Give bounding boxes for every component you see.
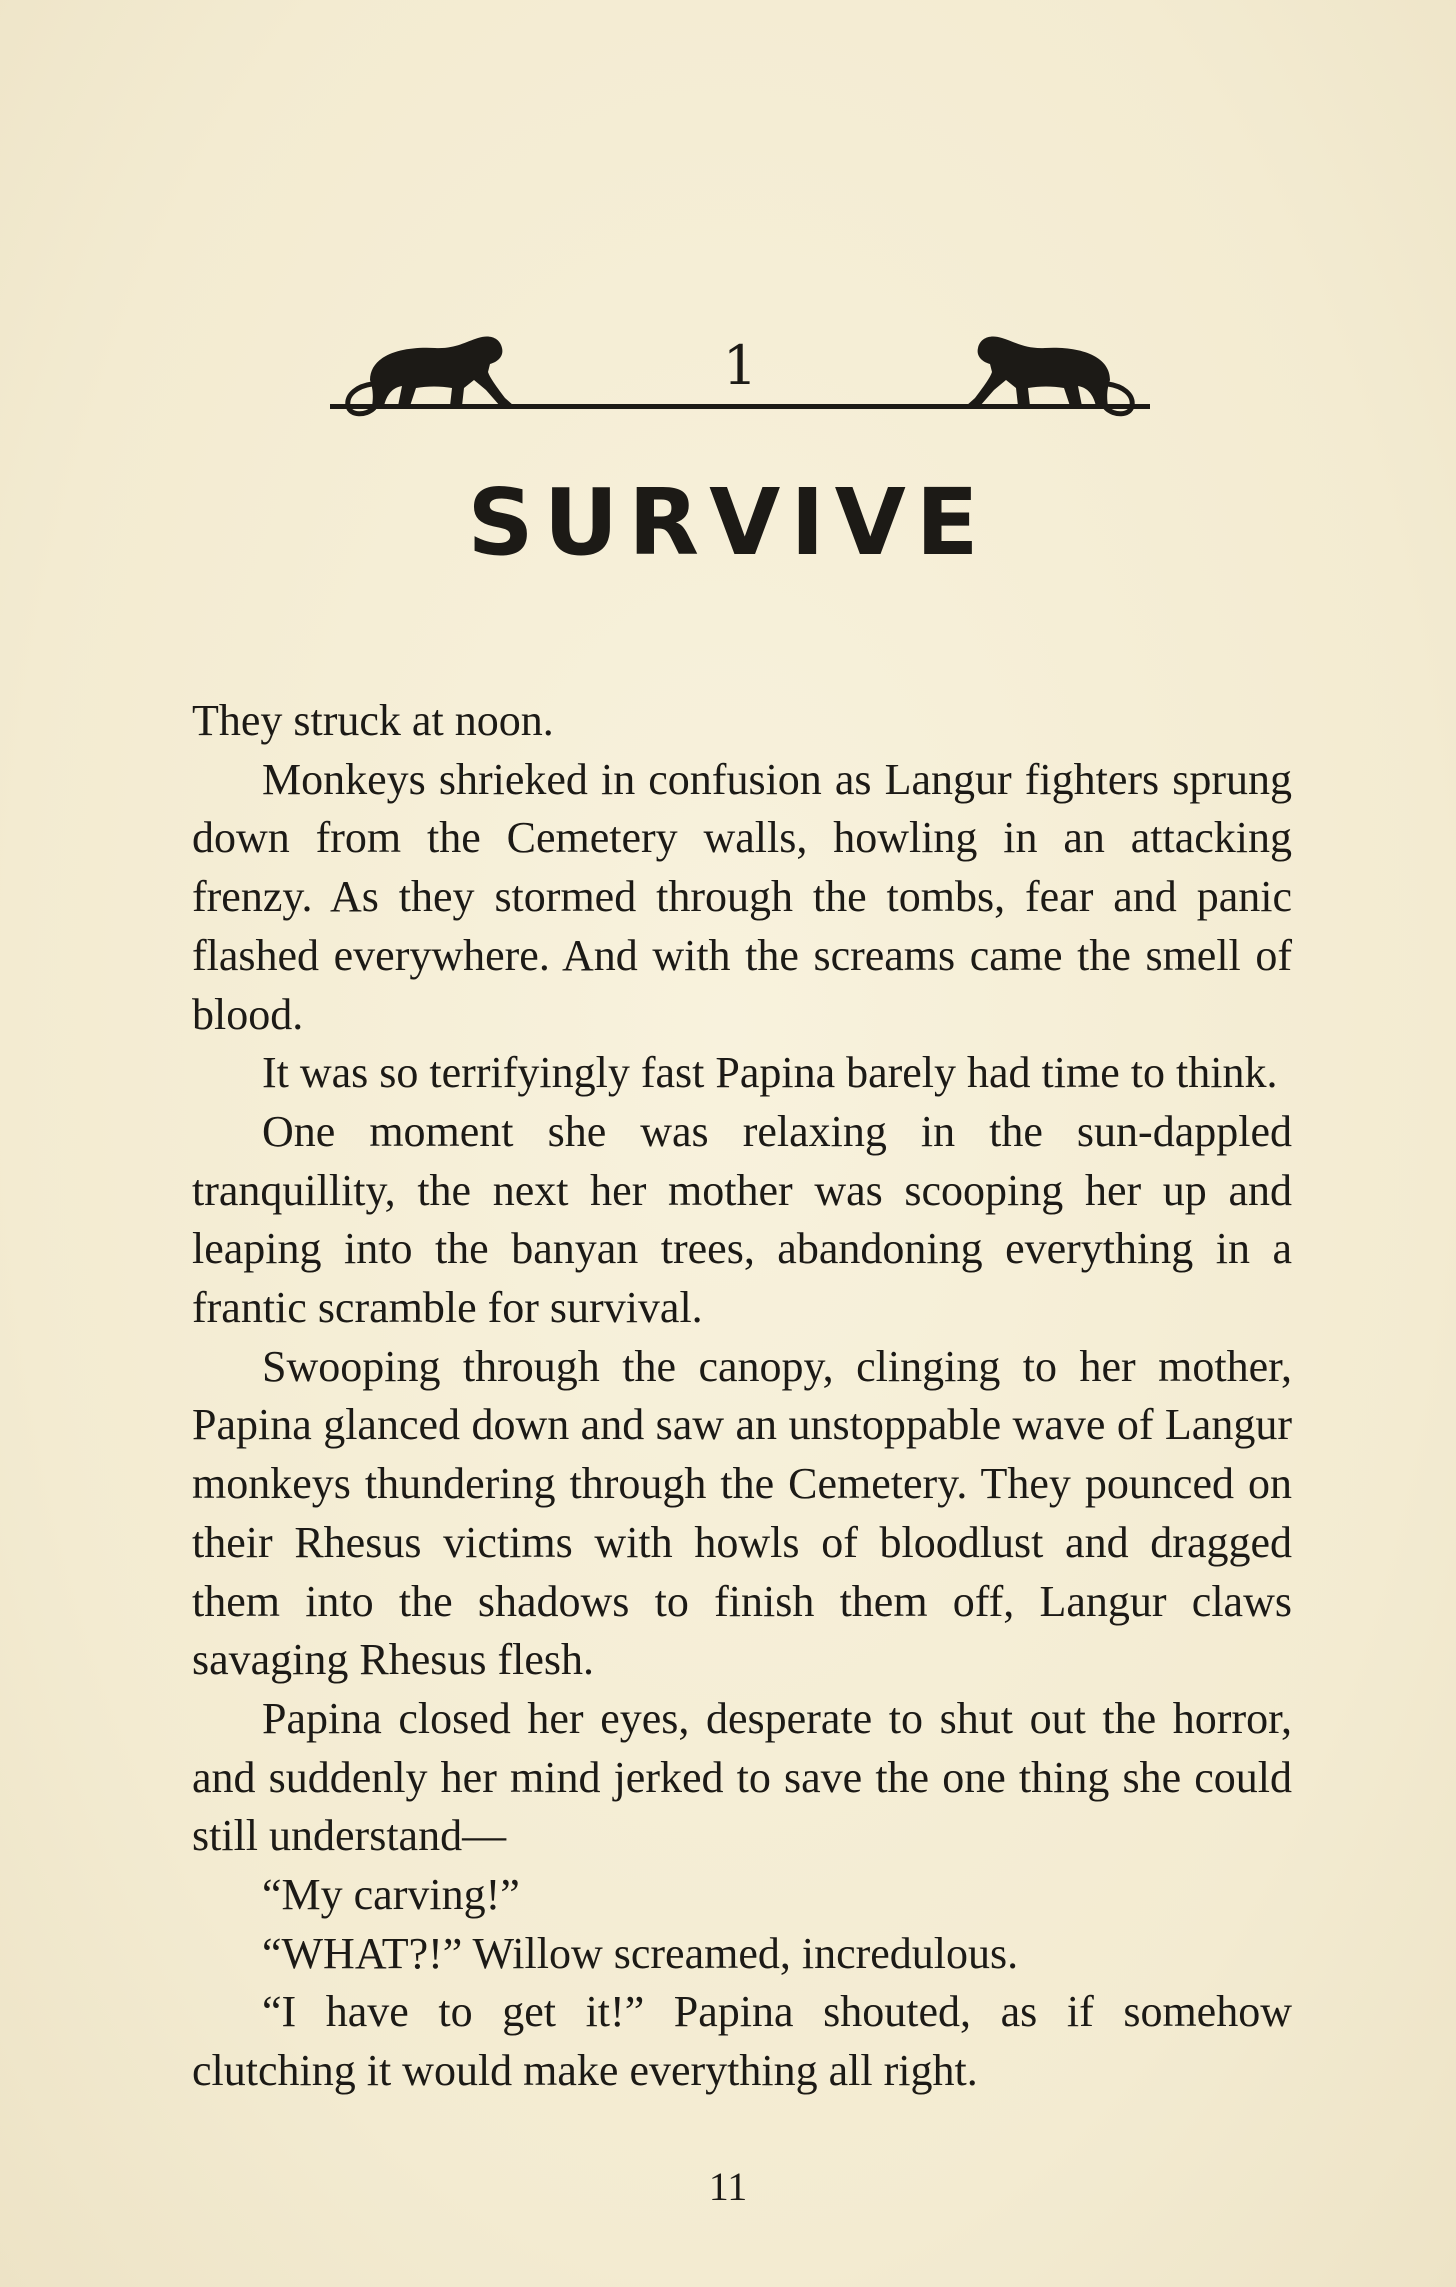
paragraph: One moment she was relaxing in the sun-dappled tranquillity, the next her mother was scooping her up and leaping into the banyan trees, abandoning everything in a frantic scramble for survival. — [192, 1106, 1292, 1333]
page-number: 11 — [708, 2164, 748, 2209]
paragraph: “I have to get it!” Papina shouted, as if somehow clutching it would make everything all right. — [192, 1987, 1292, 2096]
chapter-number: 1 — [722, 334, 758, 397]
paragraph: It was so terrifyingly fast Papina barely had time to think. — [262, 1048, 1278, 1098]
chapter-header — [325, 318, 1155, 438]
paragraph: Swooping through the canopy, clinging to her mother, Papina glanced down and saw an unstoppable wave of Langur monkeys thundering through the Cemetery. They pounced on their Rhesus victims with howls of bloodlust and dragged them into the shadows to finish them off, Langur claws savaging Rhesus flesh. — [192, 1341, 1292, 1685]
paragraph: Monkeys shrieked in confusion as Langur fighters sprung down from the Cemetery walls, howling in an attacking frenzy. As they stormed through the tombs, fear and panic flashed everywhere. And with the screams came the smell of blood. — [192, 754, 1292, 1039]
paragraph: Papina closed her eyes, desperate to shut out the horror, and suddenly her mind jerked to save the one thing she could still understand— — [192, 1693, 1292, 1861]
chapter-body — [192, 692, 1292, 2101]
paragraph: They struck at noon. — [192, 696, 554, 745]
paragraph: “My carving!” — [262, 1870, 520, 1920]
chapter-title: SURVIVE — [467, 469, 989, 576]
paragraph: “WHAT?!” Willow screamed, incredulous. — [262, 1928, 1019, 1978]
